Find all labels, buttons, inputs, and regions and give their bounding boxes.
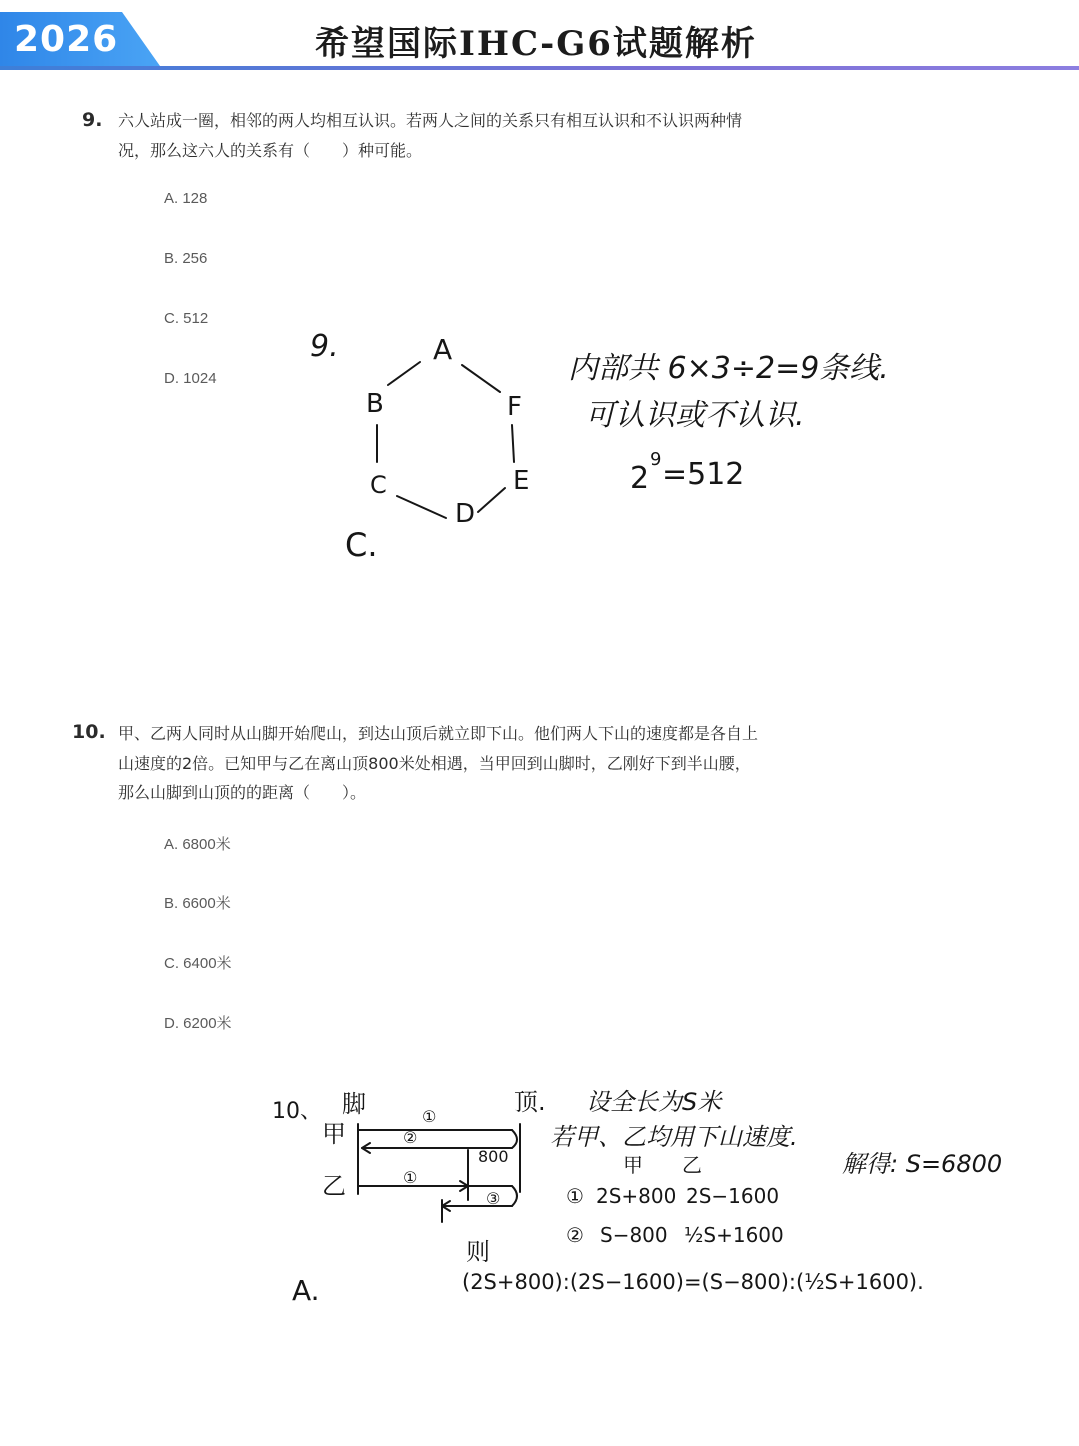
- row-2-label: ②: [566, 1223, 584, 1247]
- q9-formula-exponent: 9: [650, 449, 662, 470]
- q9-note-lines: 内部共 6×3÷2=9条线.: [568, 351, 889, 386]
- question-9-line-1: 六人站成一圈，相邻的两人均相互认识。若两人之间的关系只有相互认识和不认识两种情: [118, 111, 743, 130]
- row-1-jia: 2S+800: [596, 1184, 677, 1208]
- q9-solution-label: 9.: [310, 329, 339, 364]
- row-2-yi: ½S+1600: [684, 1223, 784, 1247]
- question-10-option-c: C. 6400米: [164, 955, 232, 972]
- page-title: 希望国际IHC-G6试题解析: [315, 24, 757, 64]
- q9-formula-base: 2: [630, 461, 650, 496]
- yi-label: 乙: [322, 1172, 346, 1200]
- q10-solution-label: 10、: [272, 1099, 322, 1124]
- jia-label: 甲: [322, 1120, 346, 1148]
- segment-3-label: ③: [486, 1189, 501, 1208]
- q10-answer: A.: [292, 1274, 320, 1307]
- question-9-line-2: 况，那么这六人的关系有（ ）种可能。: [118, 141, 423, 160]
- question-9-option-d: D. 1024: [164, 370, 217, 387]
- vertex-a-label: A: [433, 333, 453, 366]
- question-10-line-2: 山速度的2倍。已知甲与乙在离山顶800米处相遇，当甲回到山脚时，乙刚好下到半山腰，: [118, 754, 751, 773]
- segment-2-label: ②: [403, 1128, 418, 1147]
- row-2-jia: S−800: [600, 1223, 668, 1247]
- q9-answer: C.: [345, 526, 378, 564]
- vertex-b-label: B: [366, 389, 384, 419]
- vertex-e-label: E: [513, 466, 530, 496]
- question-9-option-b: B. 256: [164, 250, 208, 267]
- vertex-c-label: C: [370, 471, 387, 499]
- speed-note: 若甲、乙均用下山速度.: [550, 1123, 798, 1151]
- setup-note: 设全长为S米: [586, 1088, 722, 1116]
- result-note: 解得: S=6800: [842, 1150, 1003, 1178]
- column-jia-label: 甲: [623, 1153, 643, 1177]
- ratio-equation: (2S+800):(2S−1600)=(S−800):(½S+1600).: [462, 1270, 924, 1294]
- question-10-number: 10.: [72, 721, 106, 743]
- question-10-line-3: 那么山脚到山顶的的距离（ ）。: [118, 783, 367, 802]
- q9-note-know: 可认识或不认识.: [585, 398, 805, 433]
- question-9-number: 9.: [82, 109, 103, 131]
- then-label: 则: [466, 1238, 490, 1266]
- question-10-option-b: B. 6600米: [164, 895, 231, 912]
- q9-formula-result: =512: [662, 457, 745, 492]
- question-10-option-d: D. 6200米: [164, 1015, 232, 1032]
- vertex-d-label: D: [455, 499, 476, 529]
- segment-1-top-label: ①: [422, 1107, 437, 1126]
- distance-800-label: 800: [478, 1147, 509, 1166]
- row-1-label: ①: [566, 1184, 584, 1208]
- column-yi-label: 乙: [682, 1153, 702, 1177]
- question-10-line-1: 甲、乙两人同时从山脚开始爬山，到达山顶后就立即下山。他们两人下山的速度都是各自上: [118, 724, 759, 743]
- question-10-option-a: A. 6800米: [164, 836, 231, 853]
- question-9-option-a: A. 128: [164, 190, 208, 207]
- top-label: 顶.: [514, 1088, 546, 1116]
- vertex-f-label: F: [507, 392, 522, 422]
- row-1-yi: 2S−1600: [686, 1184, 780, 1208]
- segment-1-label: ①: [403, 1168, 418, 1187]
- year-label: 2026: [14, 19, 119, 60]
- foot-label: 脚: [342, 1090, 366, 1118]
- question-9-option-c: C. 512: [164, 310, 209, 327]
